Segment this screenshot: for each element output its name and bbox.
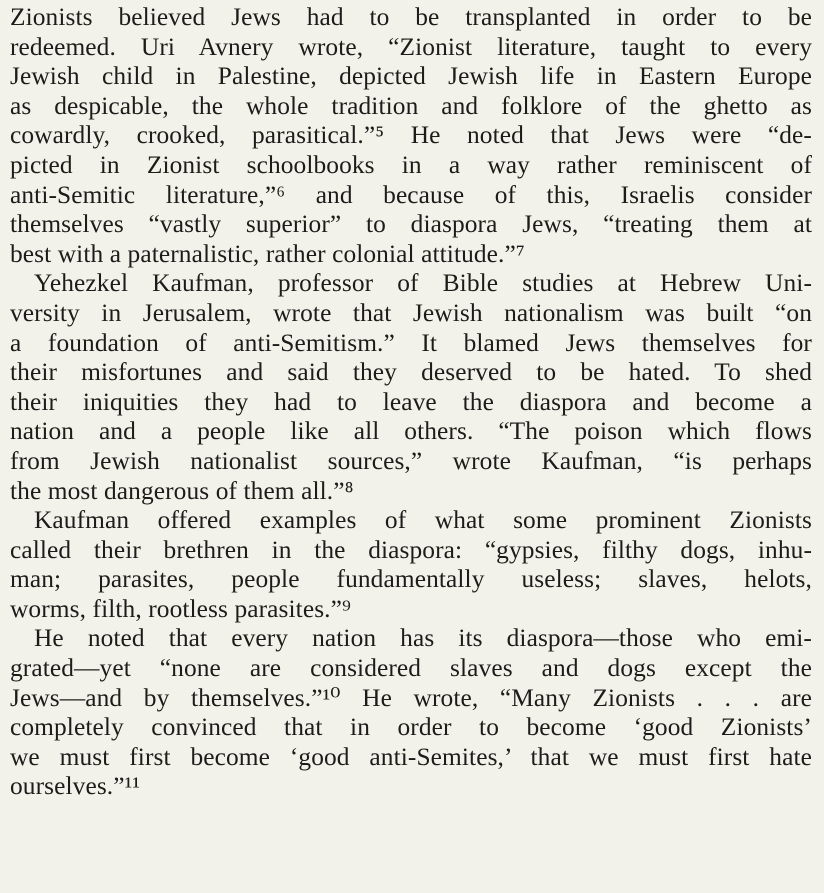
text-line: Jews—and by themselves.”¹⁰ He wrote, “Many Zionists . . . are	[10, 683, 812, 712]
text-line: He noted that every nation has its diaspora—those who emi-	[34, 624, 812, 653]
text-line: Zionists believed Jews had to be transplanted in order to be	[10, 3, 812, 31]
text-line: redeemed. Uri Avnery wrote, “Zionist literature, taught to every	[10, 32, 812, 61]
paragraph-4	[10, 624, 812, 802]
text-line: their misfortunes and said they deserved to be hated. To shed	[10, 358, 812, 387]
text-line: best with a paternalistic, rather colonial attitude.”⁷	[10, 239, 525, 268]
text-line: worms, filth, rootless parasites.”⁹	[10, 594, 351, 623]
text-line: nation and a people like all others. “The poison which flows	[10, 417, 812, 446]
text-line: grated—yet “none are considered slaves and dogs except the	[10, 654, 812, 683]
text-line: anti-Semitic literature,”⁶ and because of this, Israelis consider	[10, 180, 812, 209]
text-line: completely convinced that in order to become ‘good Zionists’	[10, 713, 812, 742]
text-line: themselves “vastly superior” to diaspora Jews, “treating them at	[10, 210, 812, 239]
text-line: cowardly, crooked, parasitical.”⁵ He noted that Jews were “de-	[10, 121, 812, 150]
text-line: versity in Jerusalem, wrote that Jewish nationalism was built “on	[10, 298, 812, 327]
paragraph-1	[10, 0, 812, 269]
text-line: Yehezkel Kaufman, professor of Bible studies at Hebrew Uni-	[34, 269, 812, 298]
text-line: a foundation of anti-Semitism.” It blamed Jews themselves for	[10, 328, 812, 357]
text-line: called their brethren in the diaspora: “gypsies, filthy dogs, inhu-	[10, 535, 812, 564]
text-line: ourselves.”¹¹	[10, 772, 141, 801]
text-line: man; parasites, people fundamentally useless; slaves, helots,	[10, 565, 812, 594]
text-line: their iniquities they had to leave the diaspora and become a	[10, 387, 812, 416]
text-line: Jewish child in Palestine, depicted Jewish life in Eastern Europe	[10, 62, 812, 91]
paragraph-2	[10, 269, 812, 506]
text-line: picted in Zionist schoolbooks in a way rather reminiscent of	[10, 150, 812, 179]
text-line: as despicable, the whole tradition and folklore of the ghetto as	[10, 91, 812, 120]
paragraph-3	[10, 506, 812, 624]
text-line: Kaufman offered examples of what some prominent Zionists	[34, 506, 812, 535]
text-line: we must first become ‘good anti-Semites,’ that we must first hate	[10, 742, 812, 771]
text-line: from Jewish nationalist sources,” wrote Kaufman, “is perhaps	[10, 446, 812, 475]
text-line: the most dangerous of them all.”⁸	[10, 476, 354, 505]
